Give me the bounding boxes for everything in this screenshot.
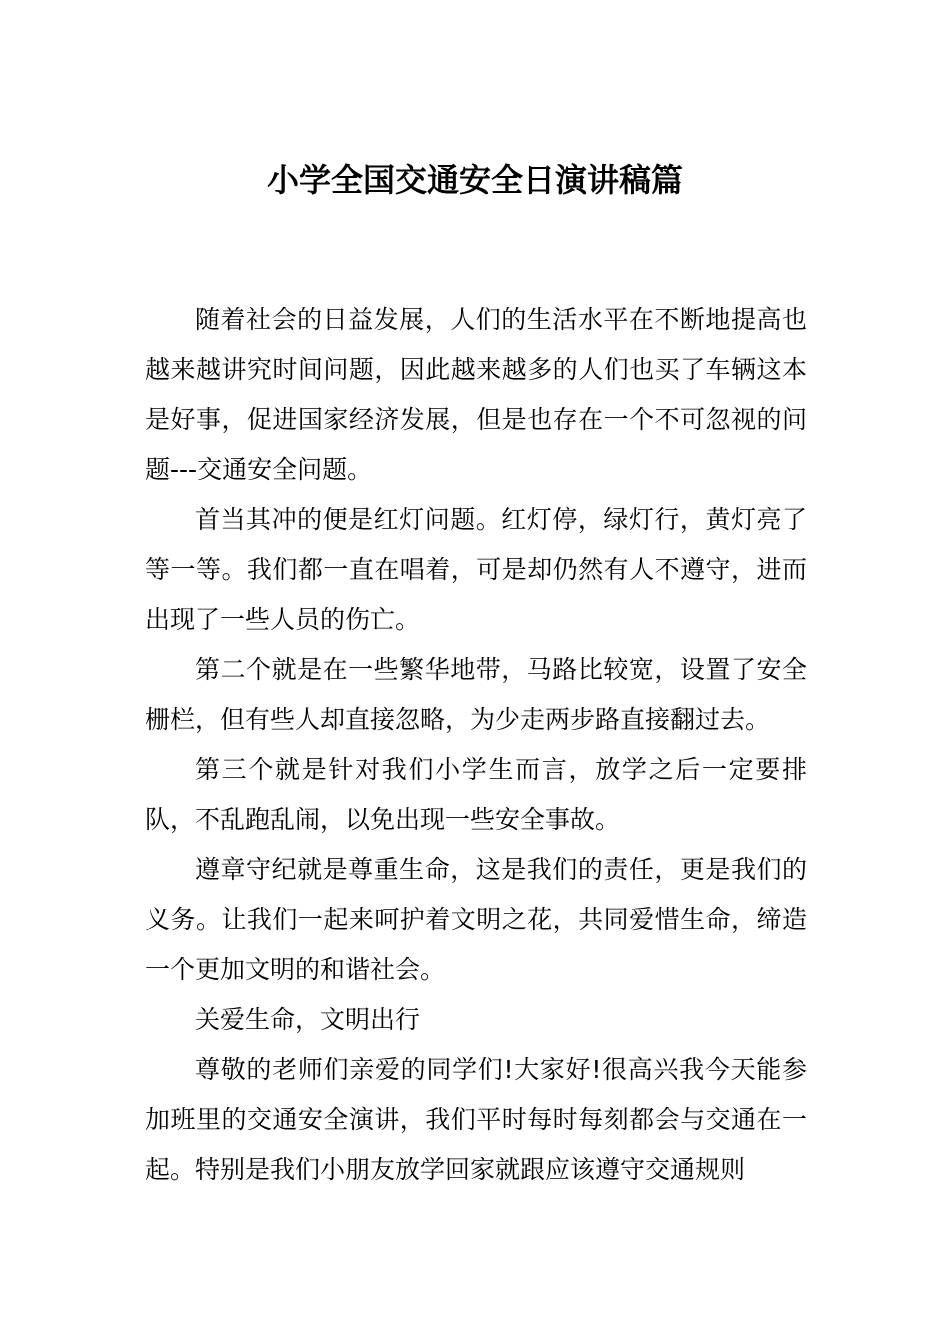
paragraph-7: 尊敬的老师们亲爱的同学们!大家好!很高兴我今天能参加班里的交通安全演讲，我们平时每时每刻都会与交通在一起。特别是我们小朋友放学回家就跟应该遵守交通规则 (145, 1055, 807, 1184)
document-title: 小学全国交通安全日演讲稿篇 (266, 161, 683, 199)
paragraph-5: 遵章守纪就是尊重生命，这是我们的责任，更是我们的义务。让我们一起来呵护着文明之花，共同爱惜生命，缔造一个更加文明的和谐社会。 (145, 855, 807, 984)
paragraph-6: 关爱生命，文明出行 (195, 1005, 421, 1034)
document-body (145, 295, 807, 1195)
paragraph-4: 第三个就是针对我们小学生而言，放学之后一定要排队，不乱跑乱闹，以免出现一些安全事故。 (145, 755, 807, 834)
paragraph-3: 第二个就是在一些繁华地带，马路比较宽，设置了安全栅栏，但有些人却直接忽略，为少走两步路直接翻过去。 (145, 655, 807, 734)
paragraph-1: 随着社会的日益发展，人们的生活水平在不断地提高也越来越讲究时间问题，因此越来越多的人们也买了车辆这本是好事，促进国家经济发展，但是也存在一个不可忽视的问题---交通安全问题。 (145, 305, 807, 484)
paragraph-2: 首当其冲的便是红灯问题。红灯停，绿灯行，黄灯亮了等一等。我们都一直在唱着，可是却仍然有人不遵守，进而出现了一些人员的伤亡。 (145, 505, 807, 634)
